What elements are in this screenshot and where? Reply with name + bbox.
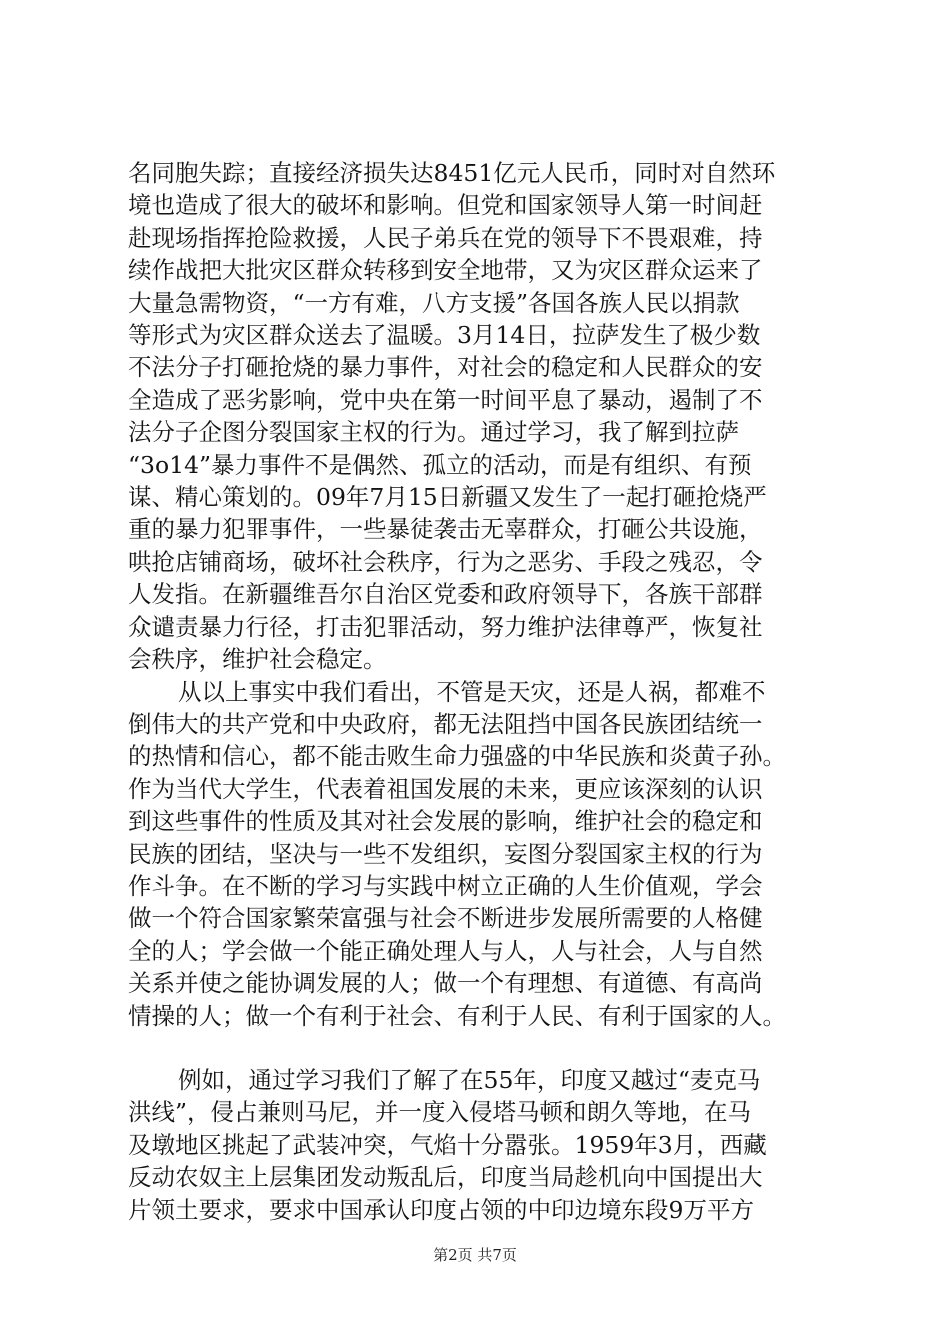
text-line: “3o14”暴力事件不是偶然、孤立的活动，而是有组织、有预 <box>128 450 752 479</box>
text-line: 到这些事件的性质及其对社会发展的影响，维护社会的稳定和 <box>128 807 763 836</box>
text-line: 名同胞失踪；直接经济损失达8451亿元人民币，同时对自然环 <box>128 159 776 187</box>
text-line: 作斗争。在不断的学习与实践中树立正确的人生价值观，学会 <box>128 871 763 900</box>
text-line: 倒伟大的共产党和中央政府，都无法阻挡中国各民族团结统一 <box>128 709 763 738</box>
text-line: 赴现场指挥抢险救援，人民子弟兵在党的领导下不畏艰难，持 <box>128 223 763 252</box>
text-line: 境也造成了很大的破坏和影响。但党和国家领导人第一时间赶 <box>128 191 763 220</box>
text-line: 民族的团结，坚决与一些不发组织，妄图分裂国家主权的行为 <box>128 839 763 868</box>
paragraph-2 <box>128 676 828 1032</box>
text-line: 作为当代大学生，代表着祖国发展的未来，更应该深刻的认识 <box>128 774 763 803</box>
page-number-footer: 第2页 共7页 <box>433 1246 517 1264</box>
text-line: 洪线”，侵占兼则马尼，并一度入侵塔马顿和朗久等地，在马 <box>128 1098 752 1127</box>
text-line: 关系并使之能协调发展的人；做一个有理想、有道德、有高尚 <box>128 969 763 998</box>
text-line: 人发指。在新疆维吾尔自治区党委和政府领导下，各族干部群 <box>128 580 763 609</box>
text-line: 不法分子打砸抢烧的暴力事件，对社会的稳定和人民群众的安 <box>128 353 763 382</box>
text-line: 重的暴力犯罪事件，一些暴徒袭击无辜群众，打砸公共设施， <box>128 515 763 544</box>
text-line: 及墩地区挑起了武装冲突，气焰十分嚣张。1959年3月，西藏 <box>128 1130 767 1159</box>
text-line: 法分子企图分裂国家主权的行为。通过学习，我了解到拉萨 <box>128 418 739 447</box>
text-line: 片领土要求，要求中国承认印度占领的中印边境东段9万平方 <box>128 1195 754 1224</box>
text-line: 例如，通过学习我们了解了在55年，印度又越过“麦克马 <box>178 1065 761 1094</box>
paragraph-1 <box>128 157 828 676</box>
text-line: 从以上事实中我们看出，不管是天灾，还是人祸，都难不 <box>178 677 766 706</box>
paragraph-3 <box>128 1064 828 1226</box>
text-line: 情操的人；做一个有利于社会、有利于人民、有利于国家的人。 <box>128 1001 786 1030</box>
document-body <box>128 157 828 1226</box>
text-line: 等形式为灾区群众送去了温暖。3月14日，拉萨发生了极少数 <box>128 321 761 350</box>
text-line: 全的人；学会做一个能正确处理人与人，人与社会，人与自然 <box>128 936 763 965</box>
text-line: 哄抢店铺商场，破坏社会秩序，行为之恶劣、手段之残忍，令 <box>128 547 763 576</box>
text-line: 的热情和信心，都不能击败生命力强盛的中华民族和炎黄子孙。 <box>128 742 786 771</box>
text-line: 大量急需物资，“一方有难，八方支援”各国各族人民以捐款 <box>128 288 740 317</box>
text-line: 做一个符合国家繁荣富强与社会不断进步发展所需要的人格健 <box>128 904 763 933</box>
text-line: 众谴责暴力行径，打击犯罪活动，努力维护法律尊严，恢复社 <box>128 612 763 641</box>
text-line: 会秩序，维护社会稳定。 <box>128 645 387 674</box>
text-line: 反动农奴主上层集团发动叛乱后，印度当局趁机向中国提出大 <box>128 1163 763 1192</box>
text-line: 续作战把大批灾区群众转移到安全地带，又为灾区群众运来了 <box>128 256 763 285</box>
paragraph-spacer <box>128 1032 828 1064</box>
text-line: 谋、精心策划的。09年7月15日新疆又发生了一起打砸抢烧严 <box>128 483 767 512</box>
text-line: 全造成了恶劣影响，党中央在第一时间平息了暴动，遏制了不 <box>128 385 763 414</box>
